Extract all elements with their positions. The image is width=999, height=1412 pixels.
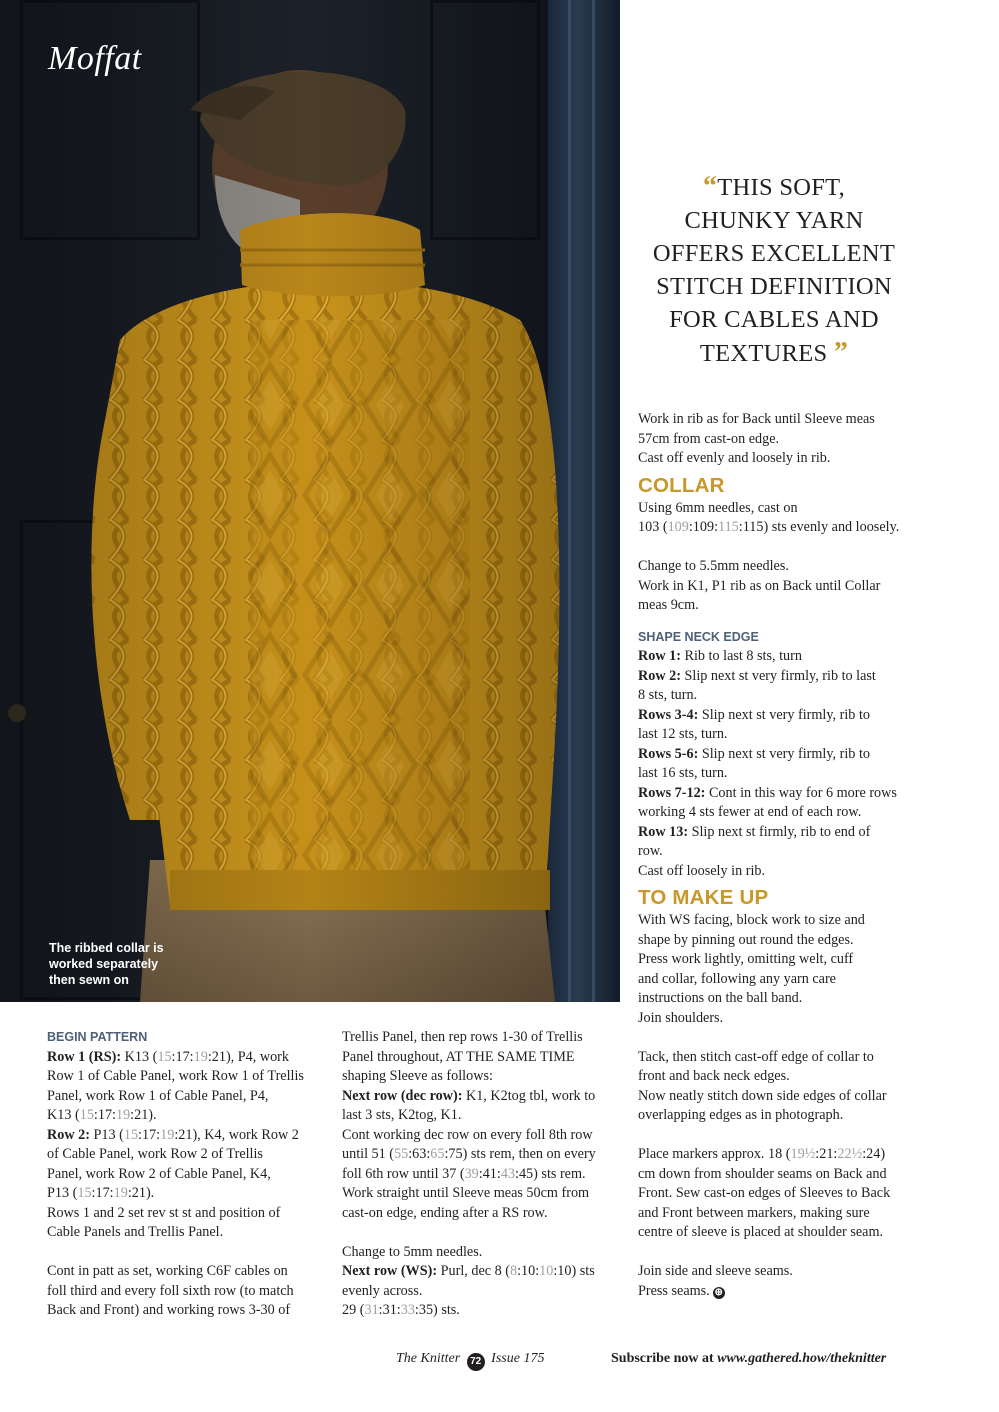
body-line: row.	[638, 843, 663, 859]
quote-line: STITCH DEFINITION	[656, 273, 892, 300]
quote-text: TEXTURES	[699, 340, 828, 367]
make-up-heading: TO MAKE UP	[638, 886, 769, 909]
caption-line: then sewn on	[49, 973, 129, 987]
body-line: last 12 sts, turn.	[638, 726, 728, 742]
caption-line: The ribbed collar is	[49, 941, 164, 955]
instruction-row: Row 13: Slip next st firmly, rib to end of	[638, 823, 871, 840]
body-line: cast-on edge, ending after a RS row.	[342, 1204, 548, 1221]
pull-quote	[640, 170, 908, 370]
body-line: 103 (109:109:115:115) sts evenly and loosely.	[638, 519, 900, 535]
body-line: of Cable Panel, work Row 2 of Trellis	[47, 1146, 263, 1162]
body-line: last 16 sts, turn.	[638, 765, 728, 781]
body-line: Join side and sleeve seams.	[638, 1263, 793, 1279]
body-line: and collar, following any yarn care	[638, 970, 836, 987]
body-line: Cable Panels and Trellis Panel.	[47, 1224, 224, 1240]
body-line: front and back neck edges.	[638, 1068, 790, 1084]
body-line: Press work lightly, omitting welt, cuff	[638, 951, 854, 967]
body-line: With WS facing, block work to size and	[638, 912, 865, 928]
body-line: Cast off evenly and loosely in rib.	[638, 450, 831, 466]
shape-neck-heading: SHAPE NECK EDGE	[638, 629, 759, 644]
body-line: Cont working dec row on every foll 8th row	[342, 1126, 593, 1143]
issue-number: Issue 175	[491, 1351, 545, 1366]
subscribe-link[interactable]: www.gathered.how/theknitter	[717, 1351, 887, 1366]
body-line: Front. Sew cast-on edges of Sleeves to Back	[638, 1185, 891, 1201]
body-line: Rows 1 and 2 set rev st st and position of	[47, 1204, 281, 1221]
close-quote-icon: ”	[833, 337, 849, 368]
instruction-row: Next row (dec row): K1, K2tog tbl, work to	[342, 1087, 596, 1104]
begin-pattern-heading: BEGIN PATTERN	[47, 1030, 148, 1044]
body-line: Cont in patt as set, working C6F cables on	[47, 1263, 288, 1279]
quote-line	[640, 336, 908, 370]
body-line: K13 (15:17:19:21).	[47, 1107, 157, 1123]
pattern-title: Moffat	[48, 40, 142, 77]
body-line: Change to 5mm needles.	[342, 1243, 483, 1260]
body-line: Place markers approx. 18 (19½:21:22½:24)	[638, 1146, 886, 1162]
quote-line: FOR CABLES AND	[669, 306, 879, 333]
body-line: Join shoulders.	[638, 1009, 724, 1026]
footer-issue	[396, 1351, 544, 1371]
left-column	[47, 1028, 322, 1321]
body-line: last 3 sts, K2tog, K1.	[342, 1107, 462, 1123]
body-line: overlapping edges as in photograph.	[638, 1107, 844, 1123]
right-column	[638, 410, 928, 1301]
instruction-row: Row 2: P13 (15:17:19:21), K4, work Row 2	[47, 1126, 299, 1143]
instruction-row: Rows 3-4: Slip next st very firmly, rib to	[638, 706, 870, 723]
caption-line: worked separately	[49, 957, 159, 971]
body-line: Row 1 of Cable Panel, work Row 1 of Trellis	[47, 1068, 304, 1084]
body-line: Using 6mm needles, cast on	[638, 499, 798, 516]
body-line: Work in rib as for Back until Sleeve meas	[638, 411, 875, 427]
body-line: Cast off loosely in rib.	[638, 862, 766, 879]
body-line: and Front between markers, making sure	[638, 1204, 870, 1221]
end-of-pattern-icon: ⊕	[714, 1286, 723, 1298]
instruction-row: Rows 7-12: Cont in this way for 6 more rows	[638, 784, 897, 801]
man-in-sweater-illustration	[0, 0, 620, 1002]
body-line: until 51 (55:63:65:75) sts rem, then on every	[342, 1146, 596, 1162]
middle-column	[342, 1028, 622, 1321]
body-line: 8 sts, turn.	[638, 687, 698, 703]
body-line: Tack, then stitch cast-off edge of collar to	[638, 1048, 874, 1065]
quote-text: THIS SOFT,	[717, 174, 846, 201]
body-line: shaping Sleeve as follows:	[342, 1068, 493, 1084]
subscribe-text: Subscribe now at	[611, 1351, 714, 1366]
body-line: Change to 5.5mm needles.	[638, 558, 789, 574]
magazine-name: The Knitter	[396, 1351, 461, 1366]
instruction-row: Rows 5-6: Slip next st very firmly, rib to	[638, 745, 870, 762]
body-line: Panel throughout, AT THE SAME TIME	[342, 1048, 575, 1065]
body-line: working 4 sts fewer at end of each row.	[638, 804, 862, 820]
body-line: Work in K1, P1 rib as on Back until Collar	[638, 577, 881, 594]
quote-line: CHUNKY YARN	[684, 207, 864, 234]
body-line: instructions on the ball band.	[638, 990, 803, 1006]
footer-subscribe	[611, 1351, 886, 1367]
body-line: shape by pinning out round the edges.	[638, 931, 854, 948]
body-line: Panel, work Row 2 of Cable Panel, K4,	[47, 1165, 271, 1182]
instruction-row: Row 1 (RS): K13 (15:17:19:21), P4, work	[47, 1048, 289, 1065]
photo-caption	[49, 940, 179, 988]
body-line: centre of sleeve is placed at shoulder seam.	[638, 1224, 884, 1240]
quote-line	[640, 170, 908, 204]
body-line: Panel, work Row 1 of Cable Panel, P4,	[47, 1087, 269, 1104]
instruction-row: Next row (WS): Purl, dec 8 (8:10:10:10) sts	[342, 1263, 595, 1279]
collar-heading: COLLAR	[638, 473, 725, 497]
body-line: Work straight until Sleeve meas 50cm from	[342, 1185, 590, 1201]
body-line: Back and Front) and working rows 3-30 of	[47, 1302, 291, 1318]
body-line: Now neatly stitch down side edges of collar	[638, 1087, 887, 1104]
body-line: 57cm from cast-on edge.	[638, 430, 780, 447]
instruction-row: Row 1: Rib to last 8 sts, turn	[638, 648, 802, 664]
body-line: 29 (31:31:33:35) sts.	[342, 1302, 460, 1318]
open-quote-icon: “	[702, 171, 718, 202]
body-line: cm down from shoulder seams on Back and	[638, 1165, 887, 1182]
body-line: P13 (15:17:19:21).	[47, 1185, 155, 1201]
hero-photo	[0, 0, 620, 1002]
instruction-row: Row 2: Slip next st very firmly, rib to last	[638, 667, 876, 684]
page-number: 72	[467, 1353, 485, 1371]
body-line: evenly across.	[342, 1282, 423, 1299]
body-line: meas 9cm.	[638, 597, 699, 613]
body-line: Press seams. ⊕	[638, 1282, 723, 1299]
body-line: foll third and every foll sixth row (to match	[47, 1282, 294, 1299]
body-line: Trellis Panel, then rep rows 1-30 of Trellis	[342, 1029, 583, 1045]
body-line: foll 6th row until 37 (39:41:43:45) sts rem.	[342, 1165, 586, 1182]
quote-line: OFFERS EXCELLENT	[652, 240, 896, 267]
